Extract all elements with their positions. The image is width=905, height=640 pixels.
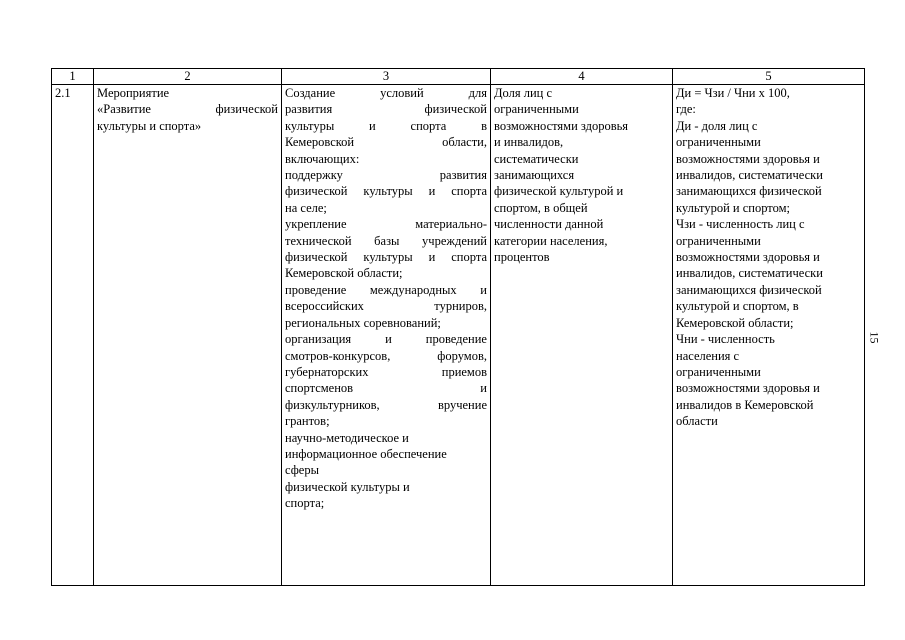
text-line: Кемеровской области, [285, 135, 487, 150]
text-line: ограниченными [676, 135, 761, 150]
text-line: процентов [494, 250, 550, 265]
table-row [52, 85, 865, 586]
text-line: физической культуры и спорта [285, 250, 487, 265]
text-line: возможностями здоровья [494, 118, 629, 133]
text-line: «Развитие физической [97, 102, 278, 117]
text-line: Мероприятие [97, 86, 170, 100]
text-line: технической базы учреждений [285, 233, 487, 248]
text-line: населения с [676, 348, 740, 363]
text-line: где: [676, 102, 696, 117]
text-line: Кемеровской области; [285, 266, 403, 281]
text-line: Ди - доля лиц с [676, 118, 758, 133]
text-line: Чни - численность [676, 332, 775, 347]
text-line: Кемеровской области; [676, 315, 794, 330]
text-line: спортом, в общей [494, 200, 588, 215]
text-line: научно-методическое и [285, 430, 409, 445]
text-line: инвалидов в Кемеровской [676, 397, 814, 412]
text-line: культурой и спортом; [676, 200, 791, 215]
text-line: ограниченными [676, 233, 761, 248]
text-line: возможностями здоровья и [676, 381, 820, 396]
text-line: включающих: [285, 151, 360, 166]
text-line: физической культуры и спорта [285, 184, 487, 199]
text-line: культуры и спорта в [285, 118, 487, 133]
text-line: занимающихся [494, 168, 575, 183]
text-line: смотров-конкурсов, форумов, [285, 348, 487, 363]
header-cell-1: 1 [52, 69, 94, 85]
text-line: категории населения, [494, 233, 608, 248]
text-line: поддержку развития [285, 168, 487, 183]
text-line: инвалидов, систематически [676, 266, 823, 281]
text-line: области [676, 414, 718, 429]
measure-description-cell [282, 85, 491, 586]
text-line: развития физической [285, 102, 487, 117]
text-line: возможностями здоровья и [676, 151, 820, 166]
text-line: инвалидов, систематически [676, 168, 823, 183]
text-line: и инвалидов, [494, 135, 564, 150]
text-line: физической культуры и [285, 479, 410, 494]
header-cell-3: 3 [282, 69, 491, 85]
text-line: численности данной [494, 217, 604, 232]
text-line: укрепление материально- [285, 217, 487, 232]
text-line: организация и проведение [285, 332, 487, 347]
header-row [52, 69, 865, 85]
header-cell-4: 4 [491, 69, 673, 85]
text-line: спортсменов и [285, 381, 487, 396]
text-line: губернаторских приемов [285, 364, 487, 379]
text-line: региональных соревнований; [285, 315, 441, 330]
text-line: культуры и спорта» [97, 118, 202, 133]
text-line: ограниченными [676, 364, 761, 379]
text-line: на селе; [285, 200, 327, 215]
text-line: ограниченными [494, 102, 579, 117]
page-number: 15 [867, 331, 882, 344]
measure-name-cell [94, 85, 282, 586]
text-line: занимающихся физической [676, 184, 822, 199]
text-line: физической культурой и [494, 184, 624, 199]
text-line: всероссийских турниров, [285, 299, 487, 314]
header-cell-2: 2 [94, 69, 282, 85]
text-line: информационное обеспечение [285, 446, 447, 461]
text-line: Доля лиц с [494, 86, 553, 100]
text-line: культурой и спортом, в [676, 299, 799, 314]
text-line: Создание условий для [285, 86, 487, 100]
text-line: систематически [494, 151, 579, 166]
indicator-cell [491, 85, 673, 586]
row-number: 2.1 [55, 86, 71, 100]
text-line: грантов; [285, 414, 330, 429]
text-line: спорта; [285, 496, 325, 511]
text-line: проведение международных и [285, 282, 487, 297]
header-cell-5: 5 [673, 69, 865, 85]
text-line: возможностями здоровья и [676, 250, 820, 265]
row-number-cell [52, 85, 94, 586]
document-table [51, 68, 865, 586]
text-line: занимающихся физической [676, 282, 822, 297]
text-line: сферы [285, 463, 319, 478]
formula-cell [673, 85, 865, 586]
text-line: физкультурников, вручение [285, 397, 487, 412]
text-line: Ди = Чзи / Чни х 100, [676, 86, 790, 100]
text-line: Чзи - численность лиц с [676, 217, 805, 232]
